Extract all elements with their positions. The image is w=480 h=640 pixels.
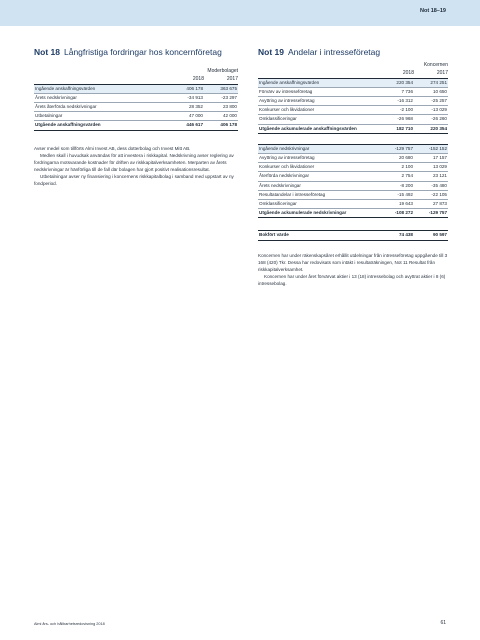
table-row	[258, 199, 448, 208]
total-value-2017: 220 354	[414, 124, 448, 133]
table-row	[258, 115, 448, 124]
row-label: Resultatandelar i intresseföretag	[258, 190, 380, 199]
total-row	[258, 124, 448, 133]
note18-paragraph: Utbetalningar avser ny finansiering i koncernens riskkapitalbolag i samband med uppstart av ny fondperiod.	[34, 174, 234, 186]
row-label: Ingående anskaffningsvärden	[258, 78, 380, 87]
book-value-label: Bokfört värde	[258, 231, 380, 240]
row-value-2018: -2 100	[380, 106, 414, 115]
row-value-2017: -25 257	[414, 96, 448, 105]
row-value-2018: 47 000	[174, 112, 204, 121]
note18-group-label: Moderbolaget	[207, 67, 238, 74]
note18-paragraph: Avser medel som tillförts Almi Invest AB, dess dotterbolag och Invest Mitt AB.	[34, 146, 191, 151]
row-value-2018: -129 757	[380, 144, 414, 153]
total-value-2017: 406 178	[204, 121, 238, 130]
row-label: Omklassificeringar	[258, 199, 380, 208]
note19-years	[258, 69, 448, 78]
total-label: Utgående ackumulerade anskaffningsvärden	[258, 124, 380, 133]
row-value-2018: -15 492	[380, 190, 414, 199]
note18-years	[34, 75, 238, 84]
note19-text	[258, 252, 448, 287]
note18-number: Not 18	[34, 47, 60, 57]
footer-publication: Almi års- och hållbarhetsredovisning 2018	[34, 622, 105, 626]
row-value-2017: -152 152	[414, 144, 448, 153]
total-row	[34, 121, 238, 130]
row-value-2018: -16 312	[380, 96, 414, 105]
row-value-2017: 17 157	[414, 153, 448, 162]
note19-section	[258, 48, 448, 287]
header-label: Not 18–19	[420, 8, 446, 14]
table-row	[258, 153, 448, 162]
total-row	[258, 209, 448, 218]
note19-number: Not 19	[258, 47, 284, 57]
table-row	[258, 181, 448, 190]
book-value-2018: 74 438	[380, 231, 414, 240]
note18-table	[34, 84, 238, 131]
table-row	[258, 78, 448, 87]
table-row	[258, 172, 448, 181]
header-bar	[0, 0, 480, 26]
row-label: Avyttring av intresseföretag	[258, 153, 380, 162]
row-label: Konkurser och likvidationer	[258, 106, 380, 115]
note18-year-a: 2018	[192, 76, 204, 82]
total-label: Utgående anskaffningsvärden	[34, 121, 174, 130]
row-label: Ingående anskaffningsvärden	[34, 84, 174, 93]
note18-heading: Långfristiga fordringar hos koncernföretag	[63, 47, 222, 57]
row-value-2018: 28 352	[174, 102, 204, 111]
row-label: Årets nedskrivningar	[34, 93, 174, 102]
row-value-2017: -13 029	[414, 106, 448, 115]
note19-book-value	[258, 230, 448, 240]
row-value-2018: -34 913	[174, 93, 204, 102]
row-label: Omklassificeringar	[258, 115, 380, 124]
note19-year-a: 2018	[402, 70, 414, 76]
note18-paragraph: Medlen skall i huvudsak användas för att investera i riskkapital. Nedskrivning avser reglering av fordringarna motsvarande kostnader för driften av riskkapitalverksamheten. Merparten av årets nedskrivningar är hänförliga till de fall där bolagen har gjort positivt realisationsresultat.	[34, 153, 234, 172]
table-row	[258, 190, 448, 199]
note19-title	[258, 48, 448, 58]
table-row	[258, 106, 448, 115]
row-label: Förvärv av intresseföretag	[258, 87, 380, 96]
row-label: Konkurser och likvidationer	[258, 163, 380, 172]
row-value-2017: 23 121	[414, 172, 448, 181]
row-value-2018: 2 754	[380, 172, 414, 181]
row-value-2018: 19 643	[380, 199, 414, 208]
table-row	[34, 84, 238, 93]
table-row	[34, 93, 238, 102]
row-value-2017: 13 029	[414, 163, 448, 172]
total-value-2018: -108 272	[380, 209, 414, 218]
note19-paragraph: Koncernen har under räkenskapsåret erhållit utdelningar från intresseföretag uppgående till 3 168 (420) Tkr. Dessa har redovisats som intäkt i resultaträkningen, Not 11 Resultat från riskkapitalverksamhet.	[258, 252, 448, 272]
row-value-2017: -26 260	[414, 115, 448, 124]
book-value-row	[258, 231, 448, 240]
row-value-2017: 42 000	[204, 112, 238, 121]
note19-table-2	[258, 144, 448, 219]
row-label: Ingående nedskrivningar	[258, 144, 380, 153]
total-label: Utgående ackumulerade nedskrivningar	[258, 209, 380, 218]
row-label: Avyttring av intresseföretag	[258, 96, 380, 105]
row-value-2017: 10 650	[414, 87, 448, 96]
note19-group	[258, 61, 448, 69]
row-value-2018: 7 736	[380, 87, 414, 96]
note19-table-1	[258, 78, 448, 134]
table-row	[258, 87, 448, 96]
row-value-2018: 220 354	[380, 78, 414, 87]
row-value-2017: 23 800	[204, 102, 238, 111]
note19-group-label: Koncernen	[423, 61, 448, 68]
row-value-2017: 274 251	[414, 78, 448, 87]
row-value-2018: -26 968	[380, 115, 414, 124]
note18-year-b: 2017	[226, 76, 238, 82]
note18-title	[34, 48, 238, 58]
note19-heading: Andelar i intresseföretag	[287, 47, 381, 57]
row-value-2018: 2 100	[380, 163, 414, 172]
row-value-2018: 20 680	[380, 153, 414, 162]
note18-section	[34, 48, 238, 131]
note19-paragraph: Koncernen har under året förvärvat aktier i 13 (18) intressebolag och avyttrat aktier i 8 (6) intressebolag.	[258, 273, 446, 286]
row-value-2017: -35 480	[414, 181, 448, 190]
book-value-2017: 90 597	[414, 231, 448, 240]
row-label: Årets nedskrivningar	[258, 181, 380, 190]
table-row	[258, 163, 448, 172]
row-value-2017: -22 105	[414, 190, 448, 199]
total-value-2017: -129 757	[414, 209, 448, 218]
row-value-2018: -8 200	[380, 181, 414, 190]
table-row	[258, 96, 448, 105]
row-value-2017: 27 873	[414, 199, 448, 208]
note18-group	[34, 67, 238, 75]
note18-text	[34, 145, 238, 187]
table-row	[34, 112, 238, 121]
total-value-2018: 446 617	[174, 121, 204, 130]
row-value-2018: 406 178	[174, 84, 204, 93]
row-label: Årets återförda nedskrivningar	[34, 102, 174, 111]
note19-year-b: 2017	[436, 70, 448, 76]
table-row	[258, 144, 448, 153]
table-row	[34, 102, 238, 111]
page-number: 61	[440, 620, 446, 626]
row-label: Utbetalningar	[34, 112, 174, 121]
total-value-2018: 182 710	[380, 124, 414, 133]
row-label: Återförda nedskrivningar	[258, 172, 380, 181]
row-value-2017: 363 675	[204, 84, 238, 93]
row-value-2017: -23 297	[204, 93, 238, 102]
